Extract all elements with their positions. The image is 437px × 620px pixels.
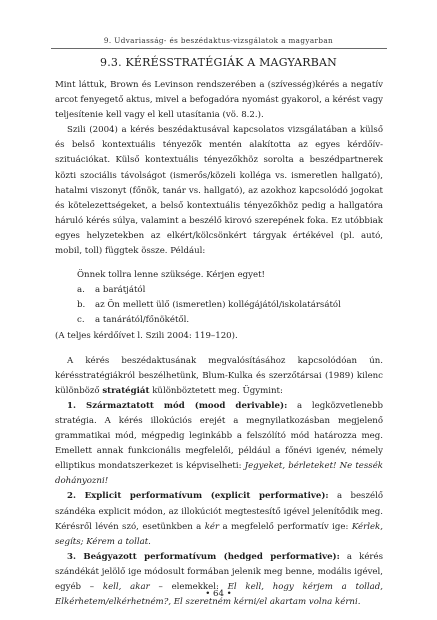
- example-item-text: a barátjától: [95, 285, 146, 296]
- example-source: (A teljes kérdőívet l. Szili 2004: 119–120).: [55, 330, 238, 341]
- example-item-label: b.: [77, 300, 86, 311]
- paragraph-2: Szili (2004) a kérés beszédaktusával kapcsolatos vizsgálatában a külső és belső kontextuális tényezők mentén alakította az egyes kérdőív-szituációkat. Külső kontextuális tényezőkhöz sorolta a beszédpartnerek közti szociális távolságot (ismerős/közeli kolléga vs. ismeretlen hallgató), hatalmi viszonyt (főnök, tanár vs. hallgató), az azokhoz kapcsolódó jogokat és kötelezettségeket, a belső kontextuális tényezőkhöz pedig a hallgatóra háruló kérés súlya, valamint a beszélő kirovó szerepének foka. Ez utóbbiak egyes helyzetekben az elkért/kölcsönkért tárgyak értékével (pl. autó, mobil, toll) függtek össze. Például:: [55, 125, 383, 257]
- example-item: [55, 283, 383, 298]
- example-item-text: a tanárától/főnökétől.: [95, 315, 190, 326]
- strategy-1-text: a legközvetlenebb stratégia. A kérés illokúciós erejét a megnyilatkozásban megjelenő grammatikai mód, mégpedig leginkább a felszólító mód határozza meg. Emellett annak funkcionális megfelelői, például a főnévi igenév, némely elliptikus mondatszerkezet is képviselheti:: [55, 400, 383, 472]
- body-text: [55, 78, 383, 610]
- paragraph-1: Mint láttuk, Brown és Levinson rendszerében a (szívesség)kérés a negatív arcot fenyegető aktus, mivel a befogadóra nyomást gyakorol, a kérést vagy teljesítenie kell vagy el kell utasítania (vö. 8.2.).: [55, 80, 383, 121]
- example-item-label: a.: [77, 285, 85, 296]
- strategy-2-verb: kér: [204, 521, 220, 532]
- strategy-1-title: 1. Származtatott mód (mood derivable):: [67, 400, 288, 411]
- strategy-1: [55, 399, 383, 490]
- paragraph-3-emphasis: stratégiát: [102, 385, 150, 396]
- paragraph-3: [55, 354, 383, 399]
- paragraph-3-text-end: különböztetett meg. Ügymint:: [149, 385, 283, 396]
- strategy-3-text-b: – elemekkel:: [149, 582, 228, 592]
- spacer: [55, 344, 383, 354]
- strategy-3-title: 3. Beágyazott performatívum (hedged performative):: [67, 551, 340, 562]
- strategy-3-modals: kell, akar: [102, 582, 150, 592]
- strategy-3: [55, 550, 383, 610]
- page-number: • 64 •: [205, 589, 232, 599]
- strategy-2-text: a beszélő szándéka explicit módon, az illokúciót megtestesítő igével jelenítődik meg. Kérésről lévén szó, esetünkben a: [55, 491, 383, 532]
- example-item: [55, 313, 383, 328]
- paragraph-3-text: A kérés beszédaktusának megvalósításához kapcsolódóan ún. kérésstratégiákról beszélhetünk, Blum-Kulka és szerzőtársai (1989) kilenc különböző: [55, 355, 383, 396]
- running-head: 9. Udvariasság- és beszédaktus-vizsgálatok a magyarban: [103, 36, 334, 45]
- example-item: [55, 298, 383, 313]
- example-block: [55, 268, 383, 343]
- strategy-1-example: Jegyeket, bérleteket! Ne tessék dohányozni!: [55, 461, 383, 487]
- example-item-text: az Ön mellett ülő (ismeretlen) kollégájától/iskolatársától: [95, 300, 341, 311]
- strategy-2-text-b: a megfelelő performatív ige:: [219, 521, 352, 532]
- example-item-label: c.: [77, 315, 85, 326]
- strategy-3-text: a kérés szándékát jelölő ige módosult formában jelenik meg benne, modális igével, egyéb –: [55, 551, 384, 592]
- header-rule: [51, 48, 387, 49]
- strategy-3-example: El kell, hogy kérjem a tollad, Elkérhetem/elkérhetném?, El szeretném kérni/el akartam volna kérni.: [55, 582, 383, 608]
- strategy-2: [55, 489, 383, 549]
- strategy-2-title: 2. Explicit performatívum (explicit performative):: [67, 491, 329, 502]
- example-intro: Önnek tollra lenne szüksége. Kérjen egyet!: [77, 270, 266, 281]
- strategy-2-example: Kérlek, segíts; Kérem a tollat.: [55, 521, 383, 547]
- section-title: 9.3. KÉRÉSSTRATÉGIÁK A MAGYARBAN: [100, 56, 337, 69]
